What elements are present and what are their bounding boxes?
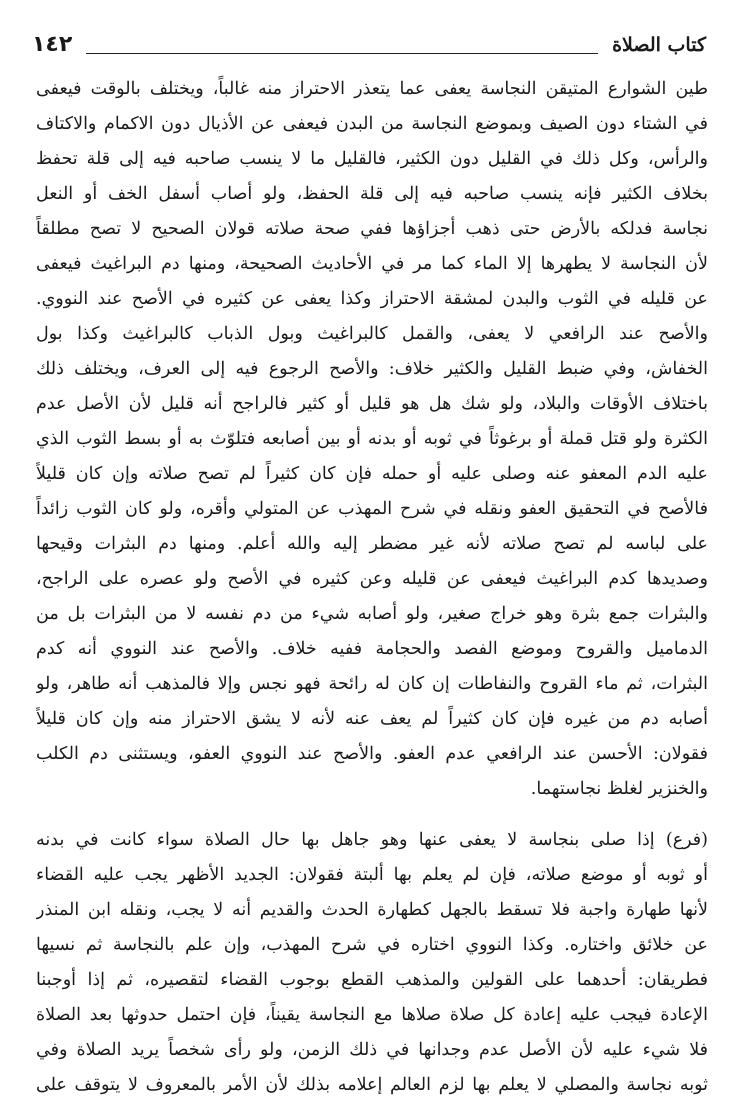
paragraph-far-prayer-with-impurity [36, 823, 708, 1103]
body-text [36, 72, 708, 1103]
text-line: فالأصح في التحقيق العفو ونقله في شرح المهذب عن المتولي وأقره، ولو كان الثوب زائداً [36, 499, 708, 519]
paragraph-spacer [36, 807, 708, 823]
text-line: والرأس، وكل ذلك في القليل دون الكثير، فالقليل ما لا ينسب صاحبه فيه إلى قلة تحفظ [36, 149, 708, 169]
text-line: الدماميل والقروح وموضع الفصد والحجامة ففيه خلاف. والأصح عند النووي أنه كدم [36, 639, 708, 659]
text-line: بخلاف الكثير فإنه ينسب صاحبه فيه إلى قلة الحفظ، ولو أصاب أسفل الخف أو النعل [36, 184, 708, 204]
text-line: وصديدها كدم البراغيث فيعفى عن قليله وعن كثيره في الأصح ولو عصره على الراجح، [36, 569, 708, 589]
text-line: لأنها طهارة واجبة فلا تسقط بالجهل كطهارة الحدث والقديم أنه لا يجب، ونقله ابن المنذر [36, 900, 708, 920]
text-line: الخفاش، وفي ضبط القليل والكثير خلاف: والأصح الرجوع فيه إلى العرف، ويختلف ذلك [36, 359, 708, 379]
text-line: (فرع) إذا صلى بنجاسة لا يعفى عنها وهو جاهل بها حال الصلاة سواء كانت في بدنه [36, 830, 708, 850]
text-line: نجاسة فدلكه بالأرض حتى ذهب أجزاؤها ففي صحة صلاته قولان الصحيح لا تصح مطلقاً [36, 219, 708, 239]
text-line: والبثرات جمع بثرة وهو خراج صغير، ولو أصابه شيء من دم نفسه لا من البثرات بل من [36, 604, 708, 624]
text-line: الكثرة ولو قتل قملة أو برغوثاً في ثوبه أو بدنه أو بين أصابعه فتلوّث به أو بسط الثوب الذي [36, 429, 708, 449]
page-header [32, 30, 706, 60]
page-number: ١٤٢ [32, 32, 73, 57]
text-line: لأن النجاسة لا يطهرها إلا الماء كما مر في الأحاديث الصحيحة، ومنها دم البراغيث فيعفى [36, 254, 708, 274]
paragraph-blood-impurities [36, 72, 708, 807]
text-line: أصابه دم من غيره فإن كان كثيراً لم يعف عنه لأنه لا يشق الاحتراز منه وإن كان قليلاً [36, 709, 708, 729]
text-line: والأصح عند الرافعي لا يعفى، والقمل كالبراغيث وبول الذباب كالبراغيث وكذا بول [36, 324, 708, 344]
text-line: طين الشوارع المتيقن النجاسة يعفى عما يتعذر الاحتراز منه غالباً، ويختلف بالوقت فيعفى [36, 79, 708, 99]
text-line: باختلاف الأوقات والبلاد، ولو شك هل هو قليل أو كثير فالراجح أنه قليل لأن الأصل عدم [36, 394, 708, 414]
text-line: أو ثوبه أو موضع صلاته، فإن لم يعلم بها ألبتة فقولان: الجديد الأظهر يجب عليه القضاء [36, 865, 708, 885]
text-line: عن قليله في الثوب والبدن لمشقة الاحتراز وكذا يعفى عن كثيره في الأصح عند النووي. [36, 289, 708, 309]
text-line: فلا شيء عليه لأن الأصل عدم وجدانها في ذلك الزمن، ولو رأى شخصاً يريد الصلاة وفي [36, 1040, 708, 1060]
text-line: فقولان: الأحسن عند الرافعي عدم العفو. والأصح عند النووي العفو، ويستثنى دم الكلب [36, 744, 708, 764]
text-line: في الشتاء دون الصيف وبموضع النجاسة من البدن فيعفى عن الأذيال دون الاكمام والاكتاف [36, 114, 708, 134]
text-line: على لباسه لم تصح صلاته لأنه غير مضطر إليه والله أعلم. ومنها دم البثرات وقيحها [36, 534, 708, 554]
text-line: عن خلائق واختاره. وكذا النووي اختاره في شرح المهذب، وإن علم بالنجاسة ثم نسيها [36, 935, 708, 955]
text-line: عليه الدم المعفو عنه وصلى عليه أو حمله فإن كان كثيراً لم تصح صلاته وإن كان قليلاً [36, 464, 708, 484]
header-rule [86, 53, 598, 54]
text-line: الإعادة فيجب عليه إعادة كل صلاة صلاها مع النجاسة يقيناً، فإن احتمل حدوثها بعد الصلاة [36, 1005, 708, 1025]
text-line: والخنزير لغلظ نجاستهما. [530, 779, 708, 799]
text-line: فطريقان: أحدهما على القولين والمذهب القطع بوجوب القضاء لتقصيره، ثم إذا أوجبنا [36, 970, 708, 990]
text-line: ثوبه نجاسة والمصلي لا يعلم بها لزم العالم إعلامه بذلك لأن الأمر بالمعروف لا يتوقف على [36, 1075, 708, 1095]
text-line: البثرات، ثم ماء القروح والنفاطات إن كان له رائحة فهو نجس وإلا فالمذهب أنه طاهر، ولو [36, 674, 708, 694]
running-title: كتاب الصلاة [612, 34, 706, 56]
